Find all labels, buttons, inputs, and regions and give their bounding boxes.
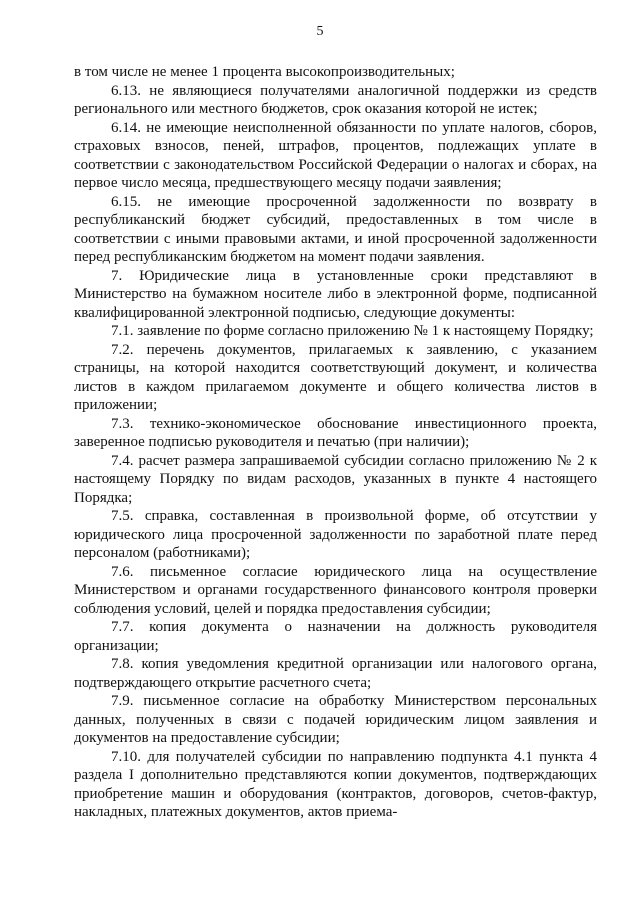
- paragraph-7-5: 7.5. справка, составленная в произвольной форме, об отсутствии у юридического лица просроченной задолженности по заработной плате перед персоналом (работниками);: [74, 508, 597, 561]
- paragraph-7-1: 7.1. заявление по форме согласно приложению № 1 к настоящему Порядку;: [111, 323, 594, 339]
- paragraph-7: 7. Юридические лица в установленные сроки представляют в Министерство на бумажном носителе либо в электронной форме, подписанной квалифицированной электронной подписью, следующие документы:: [74, 267, 597, 321]
- paragraph-continuation: в том числе не менее 1 процента высокопроизводительных;: [74, 64, 455, 80]
- document-body: [74, 63, 597, 822]
- paragraph-7-7: 7.7. копия документа о назначении на должность руководителя организации;: [74, 619, 597, 654]
- page-number: 5: [316, 24, 324, 39]
- paragraph-6-13: 6.13. не являющиеся получателями аналогичной поддержки из средств регионального или местного бюджетов, срок оказания которой не истек;: [74, 82, 597, 117]
- paragraph-6-14: 6.14. не имеющие неисполненной обязанности по уплате налогов, сборов, страховых взносов, пеней, штрафов, процентов, подлежащих уплате в соответствии с законодательством Российской Федерации о налогах и сборах, на первое число месяца, предшествующего месяцу подачи заявления;: [74, 119, 597, 191]
- paragraph-7-3: 7.3. технико-экономическое обоснование инвестиционного проекта, заверенное подписью руководителя и печатью (при наличии);: [74, 415, 597, 450]
- paragraph-7-10: 7.10. для получателей субсидии по направлению подпункта 4.1 пункта 4 раздела I дополнительно представляются копии документов, подтверждающих приобретение машин и оборудования (контрактов, договоров, счетов-фактур, накладных, платежных документов, актов приема-: [74, 748, 597, 820]
- paragraph-7-2: 7.2. перечень документов, прилагаемых к заявлению, с указанием страницы, на которой находится соответствующий документ, и количества листов в каждом прилагаемом документе и общего количества листов в приложении;: [74, 341, 597, 413]
- paragraph-7-4: 7.4. расчет размера запрашиваемой субсидии согласно приложению № 2 к настоящему Порядку по видам расходов, указанных в пункте 4 настоящего Порядка;: [74, 452, 597, 506]
- paragraph-7-6: 7.6. письменное согласие юридического лица на осуществление Министерством и органами государственного финансового контроля проверки соблюдения условий, целей и порядка предоставления субсидии;: [74, 563, 597, 617]
- paragraph-7-9: 7.9. письменное согласие на обработку Министерством персональных данных, полученных в связи с подачей юридическим лицом заявления и документов на предоставление субсидии;: [74, 693, 597, 746]
- paragraph-7-8: 7.8. копия уведомления кредитной организации или налогового органа, подтверждающего открытие расчетного счета;: [74, 656, 597, 691]
- paragraph-6-15: 6.15. не имеющие просроченной задолженности по возврату в республиканский бюджет субсидий, предоставленных в том числе в соответствии с иными правовыми актами, и иной просроченной задолженности перед республиканским бюджетом на момент подачи заявления.: [74, 193, 597, 265]
